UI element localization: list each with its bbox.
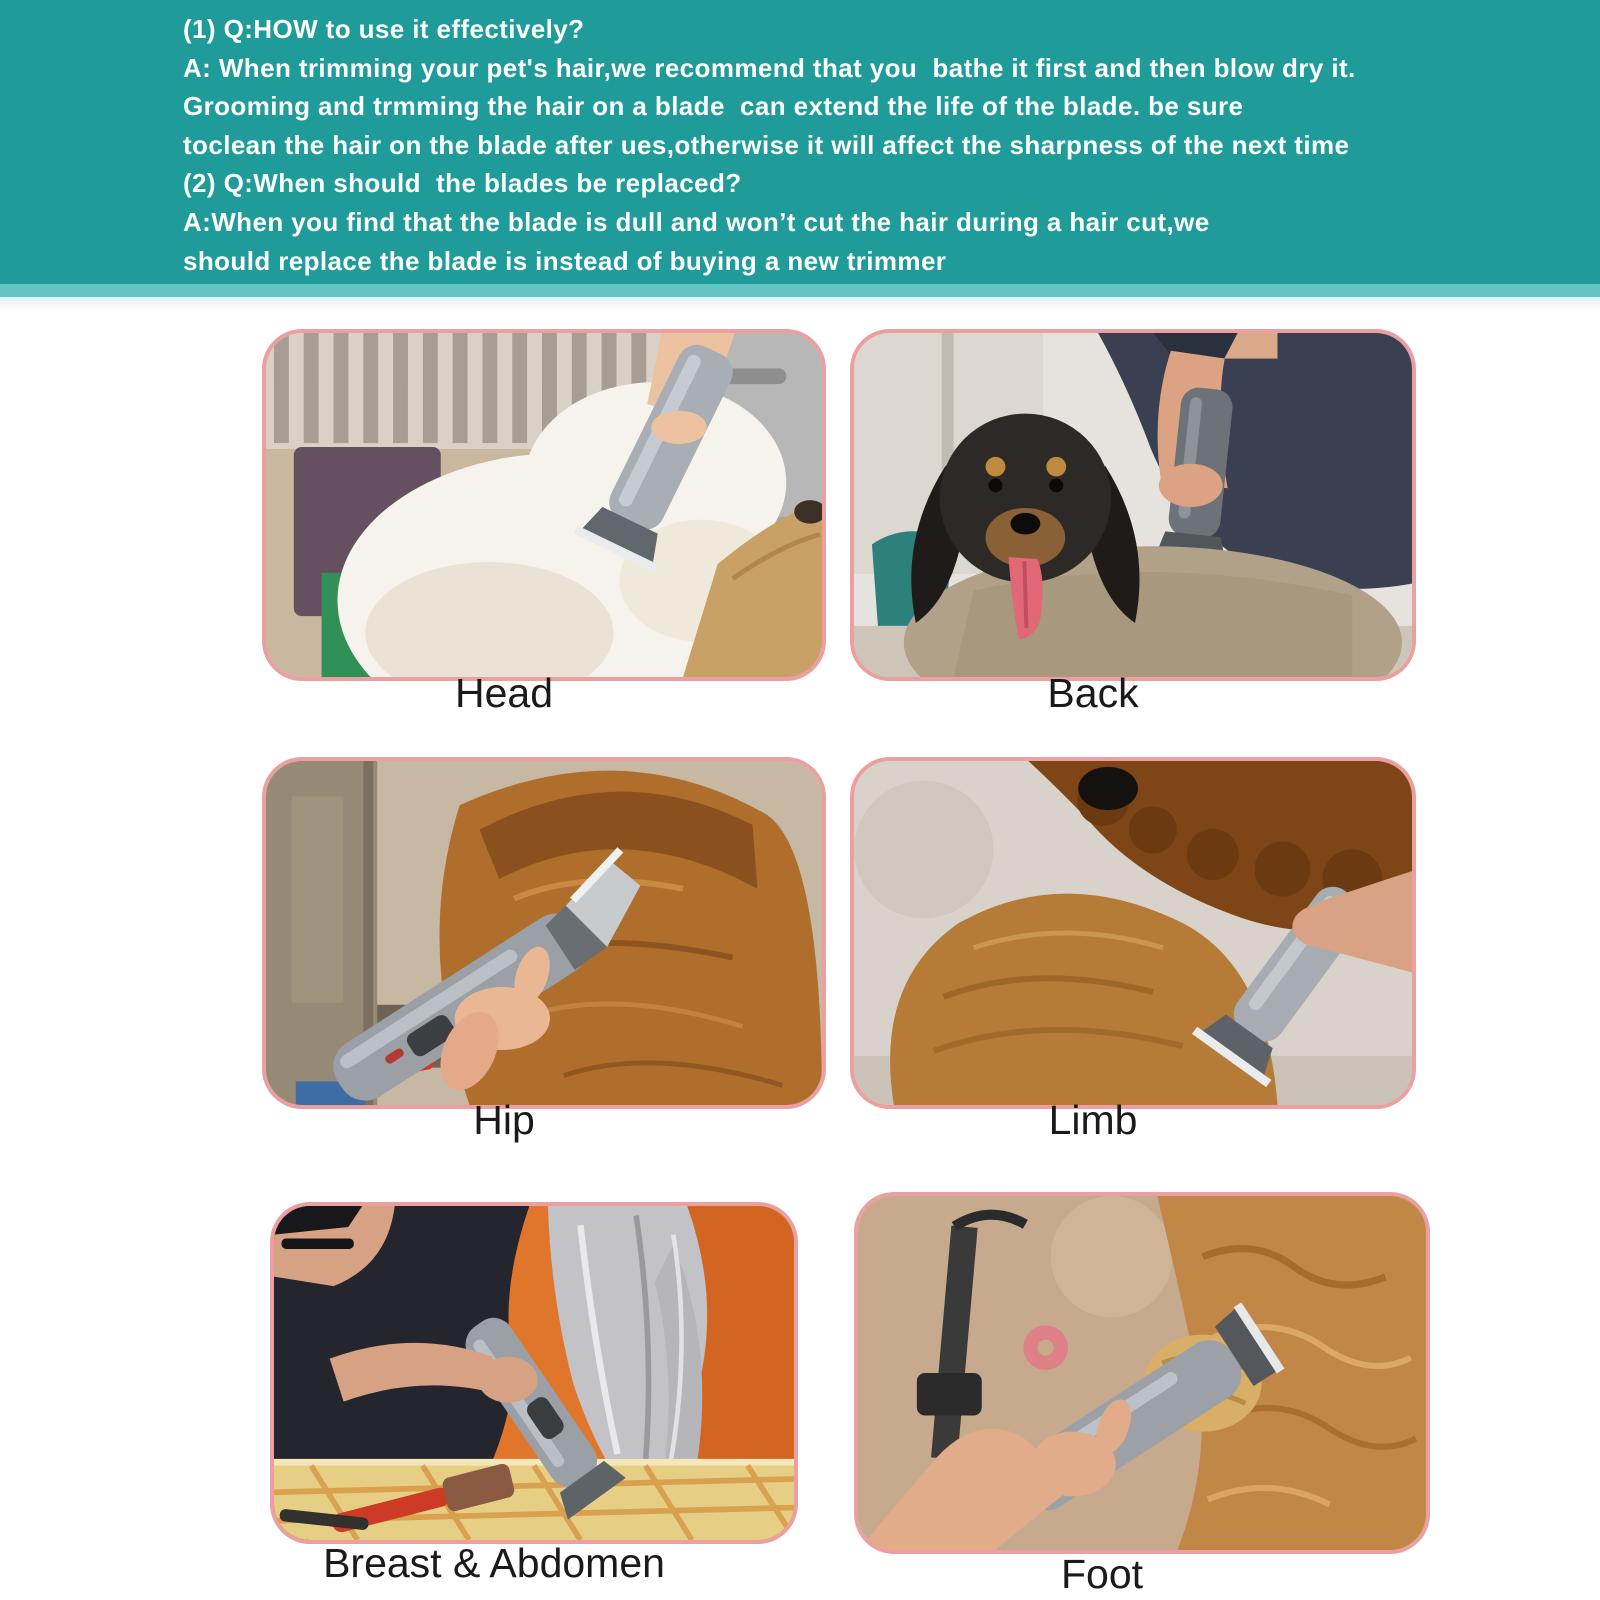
- photo-card-head: [262, 329, 826, 681]
- faq-line-1: (1) Q:HOW to use it effectively?: [183, 14, 585, 44]
- dog-illustration: [440, 771, 822, 1105]
- faq-line-5: (2) Q:When should the blades be replaced?: [183, 168, 742, 199]
- photo-limb-illustration: [854, 761, 1412, 1105]
- faq-line-6: A:When you find that the blade is dull and won’t cut the hair during a hair cut,we: [183, 206, 1210, 237]
- photo-card-hip: [262, 757, 826, 1109]
- photo-breast-abdomen-illustration: [274, 1206, 794, 1540]
- photo-card-foot: [854, 1192, 1430, 1554]
- faq-line-2: A: When trimming your pet's hair,we recommend that you bathe it first and then blow dry it.: [183, 52, 1356, 83]
- caption-limb: Limb: [1048, 1097, 1138, 1143]
- faq-line-4: toclean the hair on the blade after ues,otherwise it will affect the sharpness of the next time: [183, 129, 1350, 160]
- faq-text-block: [183, 10, 1356, 280]
- banner-accent-strip: [0, 284, 1600, 297]
- faq-line-3: Grooming and trmming the hair on a blade can extend the life of the blade. be sure: [183, 91, 1244, 122]
- photo-back-illustration: [854, 333, 1412, 677]
- photo-hip-illustration: [266, 761, 822, 1105]
- caption-back: Back: [1047, 670, 1139, 716]
- caption-head: Head: [454, 670, 553, 716]
- photo-card-breast-abdomen: [270, 1202, 798, 1544]
- caption-breast-abdomen: Breast & Abdomen: [323, 1540, 665, 1586]
- banner-fade: [0, 297, 1600, 313]
- caption-foot: Foot: [1060, 1551, 1144, 1597]
- photo-card-back: [850, 329, 1416, 681]
- caption-hip: Hip: [473, 1097, 535, 1143]
- faq-line-7: should replace the blade is instead of buying a new trimmer: [183, 245, 947, 276]
- photo-card-limb: [850, 757, 1416, 1109]
- photo-head-illustration: [266, 333, 822, 677]
- photo-foot-illustration: [858, 1196, 1426, 1550]
- faq-banner: [0, 0, 1600, 297]
